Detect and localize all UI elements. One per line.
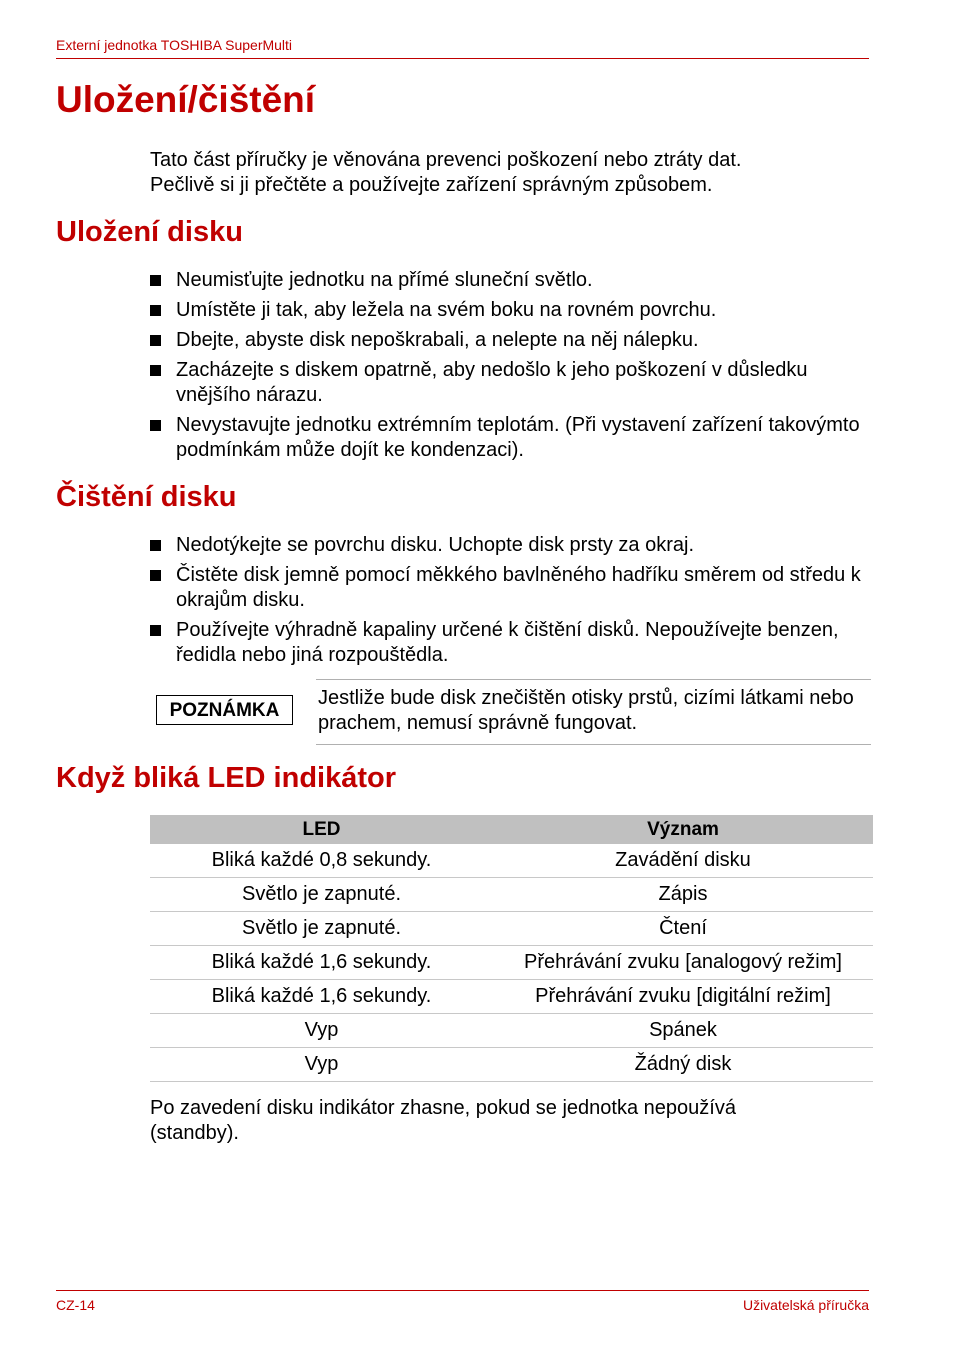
footer-title: Uživatelská příručka <box>742 1297 869 1313</box>
square-bullet-icon <box>150 625 161 636</box>
list-item: Používejte výhradně kapaliny určené k čištění disků. Nepoužívejte benzen, ředidla nebo jiná rozpouštědla. <box>150 618 865 668</box>
led-cell: Světlo je zapnuté. <box>150 878 493 912</box>
table-row <box>150 1014 873 1048</box>
list-item: Nedotýkejte se povrchu disku. Uchopte disk prsty za okraj. <box>150 533 865 558</box>
table-row <box>150 844 873 878</box>
square-bullet-icon <box>150 570 161 581</box>
meaning-cell: Přehrávání zvuku [analogový režim] <box>493 946 873 980</box>
cleaning-list <box>150 533 865 673</box>
section-heading-led: Když bliká LED indikátor <box>56 762 396 794</box>
intro-paragraph <box>150 148 870 198</box>
square-bullet-icon <box>150 335 161 346</box>
page-number: CZ-14 <box>56 1297 95 1313</box>
table-row <box>150 878 873 912</box>
square-bullet-icon <box>150 275 161 286</box>
after-line-1: Po zavedení disku indikátor zhasne, pokud se jednotka nepoužívá <box>150 1097 736 1119</box>
running-header: Externí jednotka TOSHIBA SuperMulti <box>56 37 293 53</box>
list-item: Umístěte ji tak, aby ležela na svém boku na rovném povrchu. <box>150 298 865 323</box>
table-row <box>150 946 873 980</box>
table-row <box>150 980 873 1014</box>
led-cell: Bliká každé 0,8 sekundy. <box>150 844 493 878</box>
square-bullet-icon <box>150 305 161 316</box>
list-item: Čistěte disk jemně pomocí měkkého bavlněného hadříku směrem od středu k okrajům disku. <box>150 563 865 613</box>
note-label: POZNÁMKA <box>156 695 293 725</box>
page-title: Uložení/čištění <box>56 79 316 120</box>
note-text: Jestliže bude disk znečištěn otisky prstů, cizími látkami nebo prachem, nemusí správně fungovat. <box>318 687 854 734</box>
intro-line-1: Tato část příručky je věnována prevenci poškození nebo ztráty dat. <box>150 149 742 171</box>
section-heading-storage: Uložení disku <box>56 216 243 248</box>
square-bullet-icon <box>150 540 161 551</box>
led-cell: Vyp <box>150 1014 493 1048</box>
led-cell: Vyp <box>150 1048 493 1082</box>
square-bullet-icon <box>150 420 161 431</box>
table-row <box>150 1048 873 1082</box>
square-bullet-icon <box>150 365 161 376</box>
table-row <box>150 912 873 946</box>
table-header-row <box>150 815 873 844</box>
after-line-2: (standby). <box>150 1122 239 1144</box>
meaning-cell: Čtení <box>493 912 873 946</box>
intro-line-2: Pečlivě si ji přečtěte a používejte zařízení správným způsobem. <box>150 174 713 196</box>
led-cell: Bliká každé 1,6 sekundy. <box>150 980 493 1014</box>
list-item: Neumisťujte jednotku na přímé sluneční světlo. <box>150 268 865 293</box>
column-header-led: LED <box>150 815 493 844</box>
led-table <box>150 815 873 1082</box>
led-cell: Bliká každé 1,6 sekundy. <box>150 946 493 980</box>
note-bottom-rule <box>316 744 871 745</box>
meaning-cell: Žádný disk <box>493 1048 873 1082</box>
meaning-cell: Spánek <box>493 1014 873 1048</box>
meaning-cell: Zavádění disku <box>493 844 873 878</box>
led-cell: Světlo je zapnuté. <box>150 912 493 946</box>
header-rule <box>56 58 869 59</box>
list-item: Zacházejte s diskem opatrně, aby nedošlo k jeho poškození v důsledku vnějšího nárazu. <box>150 358 865 408</box>
meaning-cell: Zápis <box>493 878 873 912</box>
column-header-meaning: Význam <box>493 815 873 844</box>
footer-rule <box>56 1290 869 1291</box>
led-after-paragraph <box>150 1096 870 1146</box>
list-item: Nevystavujte jednotku extrémním teplotám. (Při vystavení zařízení takovýmto podmínkám může dojít ke kondenzaci). <box>150 413 865 463</box>
section-heading-cleaning: Čištění disku <box>56 481 237 513</box>
storage-list <box>150 268 865 468</box>
note-top-rule <box>316 679 871 680</box>
list-item: Dbejte, abyste disk nepoškrabali, a nelepte na něj nálepku. <box>150 328 865 353</box>
meaning-cell: Přehrávání zvuku [digitální režim] <box>493 980 873 1014</box>
